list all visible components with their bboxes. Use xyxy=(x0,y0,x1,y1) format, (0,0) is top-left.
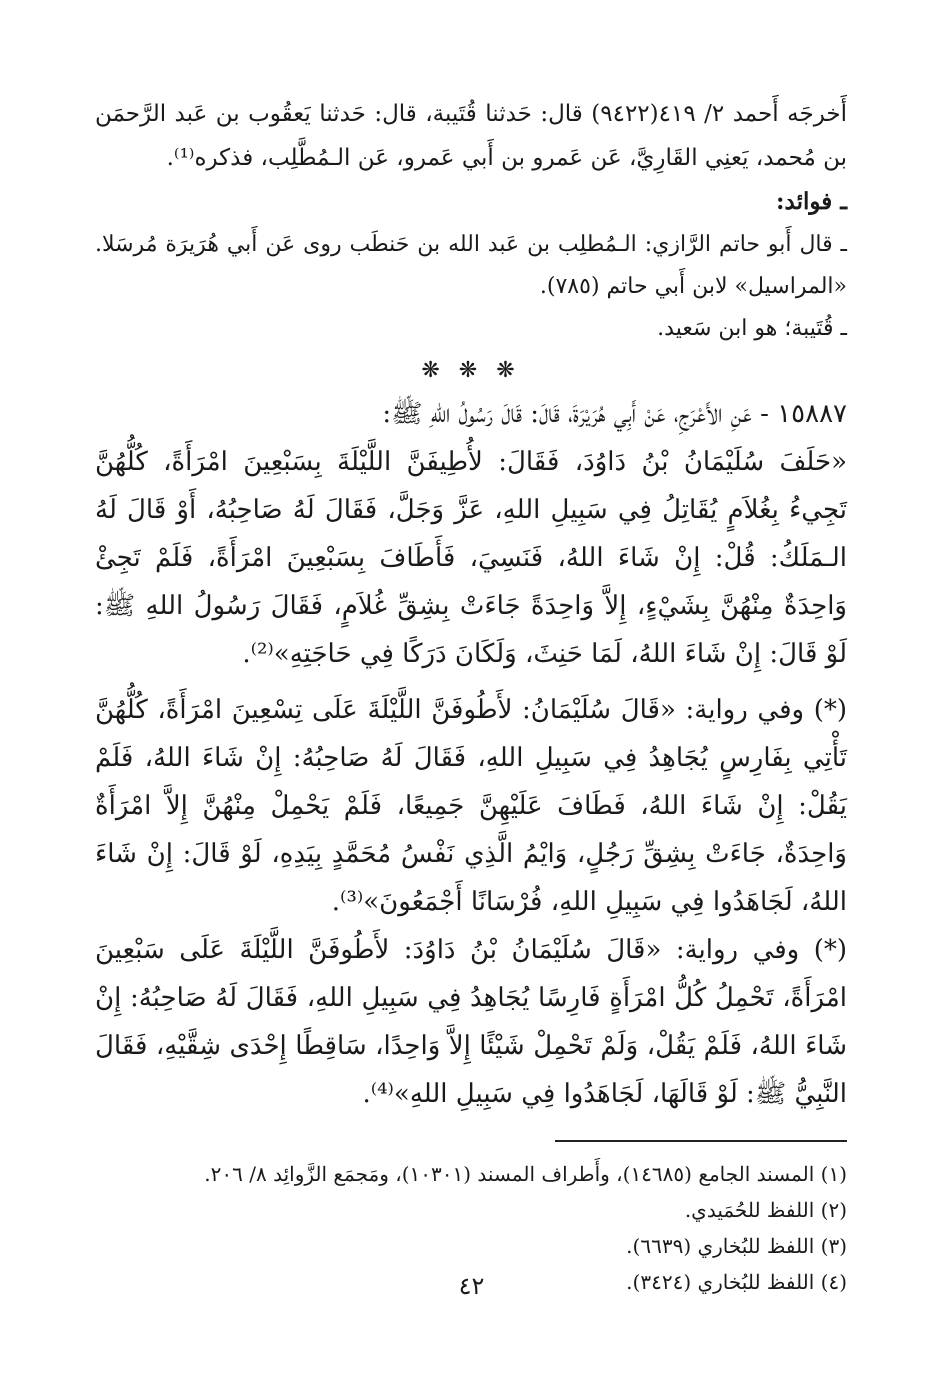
riwaya-paragraph: (*) وفي رواية: «قَالَ سُلَيْمَانُ: لأَطُوفَنَّ اللَّيْلَةَ عَلَى تِسْعِينَ امْرَأَةً، كُلُّهُنَّ تَأْتِي بِفَارِسٍ يُجَاهِدُ فِي سَبِيلِ اللهِ، فَقَالَ لَهُ صَاحِبُهُ: إِنْ شَاءَ اللهُ، فَلَمْ يَقُلْ: إِنْ شَاءَ اللهُ، فَطَافَ عَلَيْهِنَّ جَمِيعًا، فَلَمْ يَحْمِلْ مِنْهُنَّ إِلاَّ امْرَأَةٌ وَاحِدَةٌ، جَاءَتْ بِشِقِّ رَجُلٍ، وَايْمُ الَّذِي نَفْسُ مُحَمَّدٍ بِيَدِهِ، لَوْ قَالَ: إِنْ شَاءَ اللهُ، لَجَاهَدُوا فِي سَبِيلِ اللهِ، فُرْسَانًا أَجْمَعُونَ»⁽³⁾. xyxy=(95,695,847,917)
takhrij-paragraph: أَخرجَه أَحمد ٢/ ٤١٩(٩٤٢٢) قال: حَدثنا قُتَيبة، قال: حَدثنا يَعقُوب بن عَبد الرَّحمَن بن مُحمد، يَعنِي القَارِيَّ، عَن عَمرو بن أَبي عَمرو، عَن الـمُطَّلِب، فذكره⁽¹⁾. xyxy=(95,101,847,171)
hadith-text: «حَلَفَ سُلَيْمَانُ بْنُ دَاوُدَ، فَقَالَ: لأُطِيفَنَّ اللَّيْلَةَ بِسَبْعِينَ امْرَأَةً، كُلُّهُنَّ تَجِيءُ بِغُلاَمٍ يُقَاتِلُ فِي سَبِيلِ اللهِ، عَزَّ وَجَلَّ، فَقَالَ لَهُ صَاحِبُهُ، أَوْ قَالَ لَهُ الـمَلَكُ: قُلْ: إِنْ شَاءَ اللهُ، فَنَسِيَ، فَأَطَافَ بِسَبْعِينَ امْرَأَةً، فَلَمْ تَجِئْ وَاحِدَةٌ مِنْهُنَّ بِشَيْءٍ، إِلاَّ وَاحِدَةً جَاءَتْ بِشِقِّ غُلاَمٍ، فَقَالَ رَسُولُ اللهِ ﷺ: لَوْ قَالَ: إِنْ شَاءَ اللهُ، لَمَا حَنِثَ، وَلَكَانَ دَرَكًا فِي حَاجَتِهِ»⁽²⁾. xyxy=(95,447,847,669)
hadith-heading: ١٥٨٨٧ - عَنِ الأَعْرَجِ، عَنْ أَبِي هُرَيْرَةَ، قَالَ: قَالَ رَسُولُ اللهِ ﷺ: xyxy=(382,399,847,429)
footnote-divider xyxy=(555,1140,847,1142)
riwaya-paragraph: (*) وفي رواية: «قَالَ سُلَيْمَانُ بْنُ دَاوُدَ: لأَطُوفَنَّ اللَّيْلَةَ عَلَى سَبْعِينَ امْرَأَةً، تَحْمِلُ كُلُّ امْرَأَةٍ فَارِسًا يُجَاهِدُ فِي سَبِيلِ اللهِ، فَقَالَ لَهُ صَاحِبُهُ: إِنْ شَاءَ اللهُ، فَلَمْ يَقُلْ، وَلَمْ تَحْمِلْ شَيْئًا إِلاَّ وَاحِدًا، سَاقِطًا إِحْدَى شِقَّيْهِ، فَقَالَ النَّبِيُّ ﷺ: لَوْ قَالَهَا، لَجَاهَدُوا فِي سَبِيلِ اللهِ»⁽⁴⁾. xyxy=(95,935,847,1109)
book-page xyxy=(95,92,847,1300)
footnote: (١) المسند الجامع (١٤٦٨٥)، وأَطراف المسند (١٠٣٠١)، ومَجمَع الزَّوائِد ٨/ ٢٠٦. xyxy=(204,1162,847,1186)
section-separator: ❋ ❋ ❋ xyxy=(421,358,521,383)
fawaid-item: ـ قُتَيبة؛ هو ابن سَعيد. xyxy=(657,316,847,341)
fawaid-heading: ـ فوائد: xyxy=(776,188,847,215)
fawaid-item: ـ قال أَبو حاتم الرَّازي: الـمُطلِب بن عَبد الله بن حَنطَب روى عَن أَبي هُرَيرَة مُرسَلا. «المراسيل» لابن أَبي حاتم (٧٨٥). xyxy=(95,232,848,299)
footnote: (٤) اللفظ للبُخاري (٣٤٢٤). xyxy=(626,1270,847,1294)
footnote: (٣) اللفظ للبُخاري (٦٦٣٩). xyxy=(626,1234,847,1258)
footnote: (٢) اللفظ للحُمَيدي. xyxy=(684,1198,847,1222)
page-number: ٤٢ xyxy=(458,1272,485,1300)
